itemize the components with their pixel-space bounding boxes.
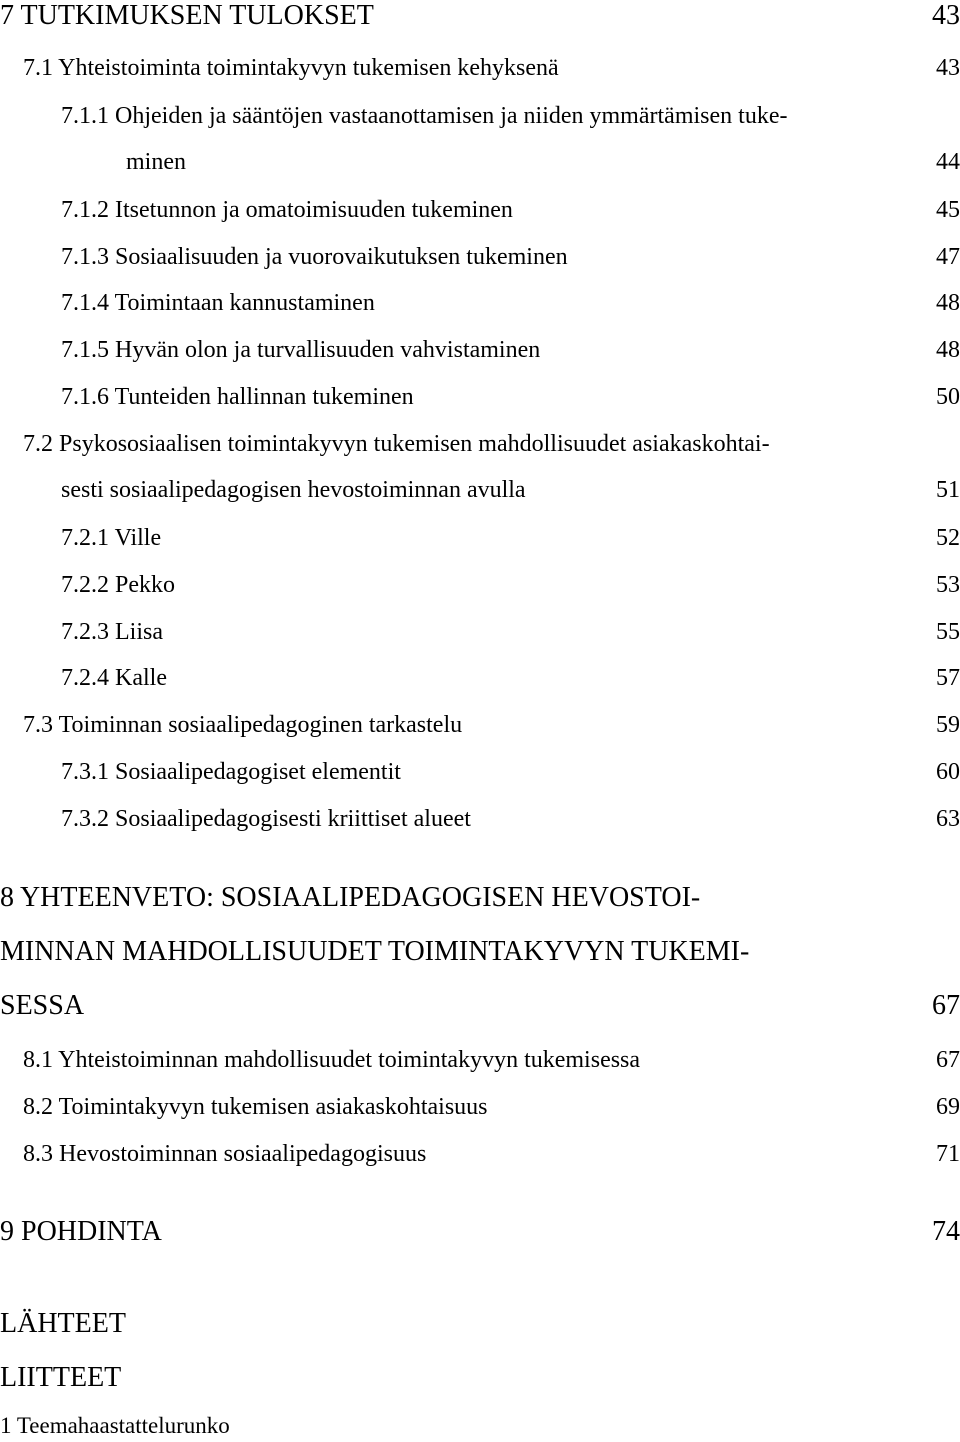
toc-title: LIITTEET: [0, 1362, 122, 1393]
toc-page-number: 50: [936, 384, 960, 410]
toc-section-8-1[interactable]: [0, 1044, 960, 1084]
toc-page-number: 59: [936, 712, 960, 738]
toc-section-7-3-2[interactable]: [0, 803, 960, 843]
toc-section-7-2-3[interactable]: [0, 616, 960, 656]
toc-title-line-1: 8 YHTEENVETO: SOSIAALIPEDAGOGISEN HEVOSTOI-: [0, 882, 701, 913]
toc-title-line-2: MINNAN MAHDOLLISUUDET TOIMINTAKYVYN TUKEMI-: [0, 936, 750, 967]
toc-page-number: 51: [936, 477, 960, 503]
toc-section-7-1-4[interactable]: [0, 287, 960, 327]
toc-title: 7.3.1 Sosiaalipedagogiset elementit: [61, 759, 401, 785]
toc-page-number: 60: [936, 759, 960, 785]
toc-chapter-8[interactable]: [0, 880, 960, 1030]
toc-title: 9 POHDINTA: [0, 1216, 162, 1247]
toc-appendix-1[interactable]: [0, 1410, 960, 1442]
toc-section-8-2[interactable]: [0, 1091, 960, 1131]
toc-title: 7.2.4 Kalle: [61, 665, 167, 691]
toc-section-7-1-6[interactable]: [0, 381, 960, 421]
toc-page-number: 67: [936, 1047, 960, 1073]
toc-section-7-1-1[interactable]: [0, 100, 960, 190]
toc-page-number: 67: [932, 990, 960, 1021]
toc-title: 7.1 Yhteistoiminta toimintakyvyn tukemisen kehyksenä: [23, 55, 559, 81]
toc-page-number: 63: [936, 806, 960, 832]
toc-chapter-7[interactable]: [0, 0, 960, 40]
toc-title: 7.3 Toiminnan sosiaalipedagoginen tarkastelu: [23, 712, 463, 738]
toc-title: 1 Teemahaastattelurunko: [0, 1413, 230, 1438]
toc-page-number: 43: [932, 0, 960, 31]
toc-page-number: 71: [936, 1141, 960, 1167]
toc-section-7-2-4[interactable]: [0, 662, 960, 702]
toc-title: 7 TUTKIMUKSEN TULOKSET: [0, 0, 374, 31]
toc-chapter-9[interactable]: [0, 1214, 960, 1254]
toc-title: 8.3 Hevostoiminnan sosiaalipedagogisuus: [23, 1141, 427, 1167]
toc-page-number: 55: [936, 619, 960, 645]
toc-title: 8.2 Toimintakyvyn tukemisen asiakaskohtaisuus: [23, 1094, 488, 1120]
toc-title: 7.1.5 Hyvän olon ja turvallisuuden vahvistaminen: [61, 337, 541, 363]
toc-page-number: 57: [936, 665, 960, 691]
toc-page-number: 48: [936, 337, 960, 363]
toc-page-number: 53: [936, 572, 960, 598]
toc-title-line-2: minen: [126, 149, 186, 175]
toc-page-number: 69: [936, 1094, 960, 1120]
toc-title-line-1: 7.2 Psykososiaalisen toimintakyvyn tukemisen mahdollisuudet asiakaskohtai-: [23, 431, 770, 457]
toc-title-line-1: 7.1.1 Ohjeiden ja sääntöjen vastaanottamisen ja niiden ymmärtämisen tuke-: [61, 103, 788, 129]
toc-title: 7.1.4 Toimintaan kannustaminen: [61, 290, 375, 316]
toc-section-7-2[interactable]: [0, 428, 960, 518]
toc-title: 8.1 Yhteistoiminnan mahdollisuudet toimintakyvyn tukemisessa: [23, 1047, 641, 1073]
toc-title-line-2: sesti sosiaalipedagogisen hevostoiminnan avulla: [61, 477, 526, 503]
toc-title: 7.2.2 Pekko: [61, 572, 175, 598]
toc-section-7-3[interactable]: [0, 709, 960, 749]
toc-references[interactable]: [0, 1306, 960, 1346]
toc-page-number: 44: [936, 149, 960, 175]
toc-section-7-1-2[interactable]: [0, 194, 960, 234]
toc-title: 7.1.6 Tunteiden hallinnan tukeminen: [61, 384, 414, 410]
toc-page-number: 47: [936, 244, 960, 270]
toc-title: 7.3.2 Sosiaalipedagogisesti kriittiset alueet: [61, 806, 471, 832]
toc-title: LÄHTEET: [0, 1308, 126, 1339]
toc-section-7-1[interactable]: [0, 52, 960, 92]
toc-page-number: 45: [936, 197, 960, 223]
toc-section-7-1-5[interactable]: [0, 334, 960, 374]
toc-section-7-1-3[interactable]: [0, 241, 960, 281]
toc-title: 7.1.3 Sosiaalisuuden ja vuorovaikutuksen tukeminen: [61, 244, 568, 270]
toc-section-8-3[interactable]: [0, 1138, 960, 1178]
toc-section-7-2-1[interactable]: [0, 522, 960, 562]
toc-page-number: 48: [936, 290, 960, 316]
toc-section-7-2-2[interactable]: [0, 569, 960, 609]
toc-page-number: 43: [936, 55, 960, 81]
toc-appendices[interactable]: [0, 1360, 960, 1400]
toc-title: 7.2.1 Ville: [61, 525, 162, 551]
toc-page-number: 74: [932, 1216, 960, 1247]
toc-section-7-3-1[interactable]: [0, 756, 960, 796]
toc-title: 7.1.2 Itsetunnon ja omatoimisuuden tukeminen: [61, 197, 513, 223]
toc-page-number: 52: [936, 525, 960, 551]
toc-title: 7.2.3 Liisa: [61, 619, 163, 645]
toc-title-line-3: SESSA: [0, 990, 85, 1021]
